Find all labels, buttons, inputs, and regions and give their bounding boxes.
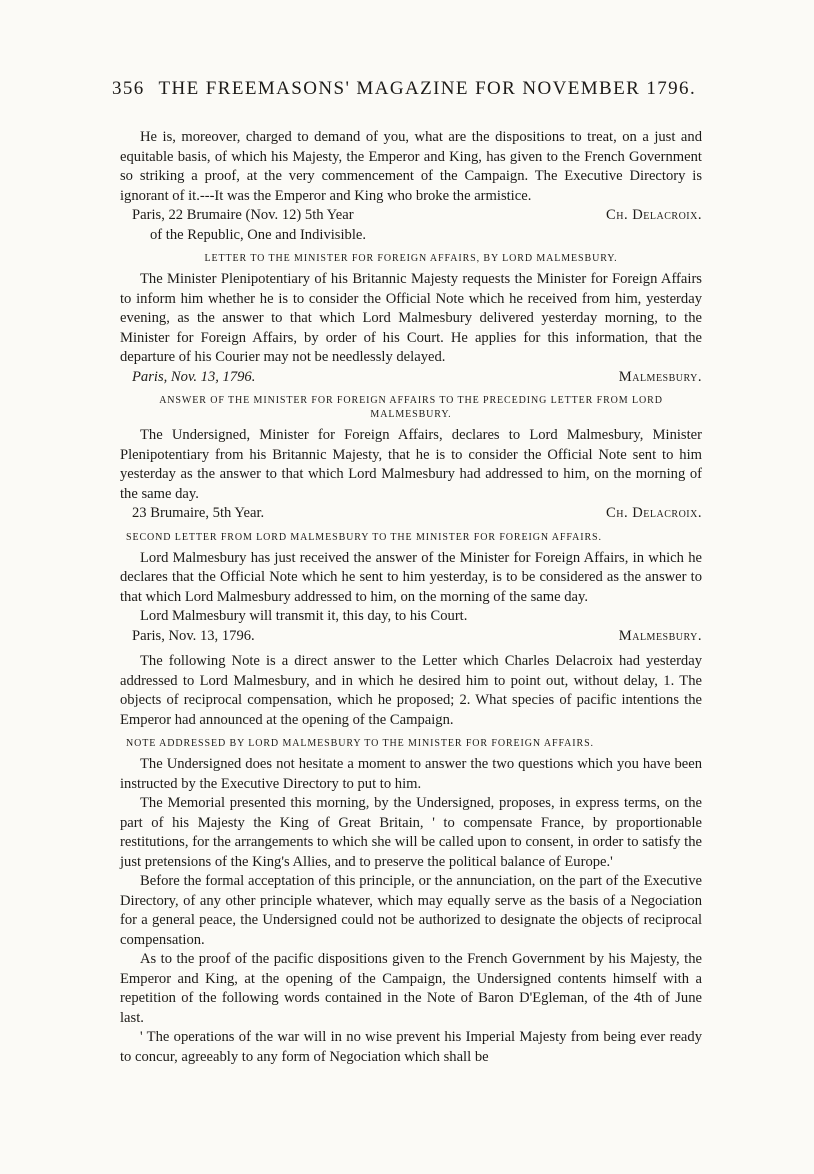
section-heading: NOTE ADDRESSED BY LORD MALMESBURY TO THE MINISTER FOR FOREIGN AFFAIRS. [126,738,594,749]
place-date-continued: of the Republic, One and Indivisible. [150,226,367,243]
paragraph: Lord Malmesbury will transmit it, this day, to his Court. [140,608,468,624]
paragraph: The Memorial presented this morning, by the Undersigned, proposes, in express terms, on the part of his Majesty the King of Great Britain, ' to compensate France, by proportionable restitutions, for the arrangements to which she will be called upon to consent, in order to satisfy the just pretensions of the King's Allies, and to preserve the political balance of Europe.' [120,795,702,870]
magazine-title: THE FREEMASONS' MAGAZINE FOR NOVEMBER 1796. [158,78,697,99]
paragraph: The Undersigned does not hesitate a moment to answer the two questions which you have been instructed by the Executive Directory to put to him. [120,756,702,792]
page-number: 356 [112,78,145,99]
paragraph: As to the proof of the pacific dispositions given to the French Government by his Majesty, the Emperor and King, at the opening of the Campaign, the Undersigned contents himself with a repetition of the following words contained in the Note of Baron D'Egleman, of the 4th of June last. [120,951,702,1026]
place-date: Paris, 22 Brumaire (Nov. 12) 5th Year [132,207,354,223]
place-date: Paris, Nov. 13, 1796. [132,368,256,385]
section-heading: LETTER TO THE MINISTER FOR FOREIGN AFFAIRS, BY LORD MALMESBURY. [204,253,618,264]
paragraph: The Minister Plenipotentiary of his Britannic Majesty requests the Minister for Foreign Affairs to inform him whether he is to consider the Official Note which he received from him, yesterday evening, as the answer to that which Lord Malmesbury delivered yesterday morning, to the Minister for Foreign Affairs, by order of his Court. He applies for this information, that the departure of his Courier may not be needlessly delayed. [120,271,702,365]
signature-block [120,206,702,226]
signatory: Ch. Delacroix. [606,207,702,223]
signatory: Ch. Delacroix. [606,505,702,521]
paragraph: The following Note is a direct answer to the Letter which Charles Delacroix had yesterday addressed to Lord Malmesbury, and in which he desired him to point out, without delay, 1. The objects of reciprocal compensation, which he proposed; 2. What species of pacific intentions the Emperor had announced at the opening of the Campaign. [120,653,702,728]
article-body [120,128,702,1067]
signature-block [120,627,702,647]
paragraph: He is, moreover, charged to demand of you, what are the dispositions to treat, on a just and equitable basis, of which his Majesty, the Emperor and King, has given to the French Government so striking a proof, at the very commencement of the Campaign. The Executive Directory is ignorant of it.---It was the Emperor and King who broke the armistice. [120,129,702,204]
place-date: Paris, Nov. 13, 1796. [132,627,255,644]
running-header [112,78,702,100]
signature-block [120,368,702,388]
section-heading: SECOND LETTER FROM LORD MALMESBURY TO THE MINISTER FOR FOREIGN AFFAIRS. [126,531,602,543]
paragraph: ' The operations of the war will in no wise prevent his Imperial Majesty from being ever ready to concur, agreeably to any form of Negociation which shall be [120,1029,702,1065]
signatory: Malmesbury. [618,627,702,644]
paragraph: Lord Malmesbury has just received the answer of the Minister for Foreign Affairs, in which he declares that the Official Note which he sent to him yesterday, is to be considered as the answer to that which Lord Malmesbury addressed to him, on the morning of the same day. [120,549,702,605]
signatory: Malmesbury. [618,368,702,385]
paragraph: The Undersigned, Minister for Foreign Affairs, declares to Lord Malmesbury, Minister Plenipotentiary from his Britannic Majesty, that he is to consider the Official Note sent to him yesterday as the answer to that which Lord Malmesbury had addressed to him, on the morning of the same day. [120,427,702,502]
signature-block [120,504,702,524]
paragraph: Before the formal acceptation of this principle, or the annunciation, on the part of the Executive Directory, of any other principle whatever, which may equally serve as the basis of a Negociation for a general peace, the Undersigned could not be authorized to designate the objects of reciprocal compensation. [120,873,702,948]
place-date: 23 Brumaire, 5th Year. [132,505,265,521]
section-heading: ANSWER OF THE MINISTER FOR FOREIGN AFFAIRS TO THE PRECEDING LETTER FROM LORD MALMESBURY. [159,395,663,420]
